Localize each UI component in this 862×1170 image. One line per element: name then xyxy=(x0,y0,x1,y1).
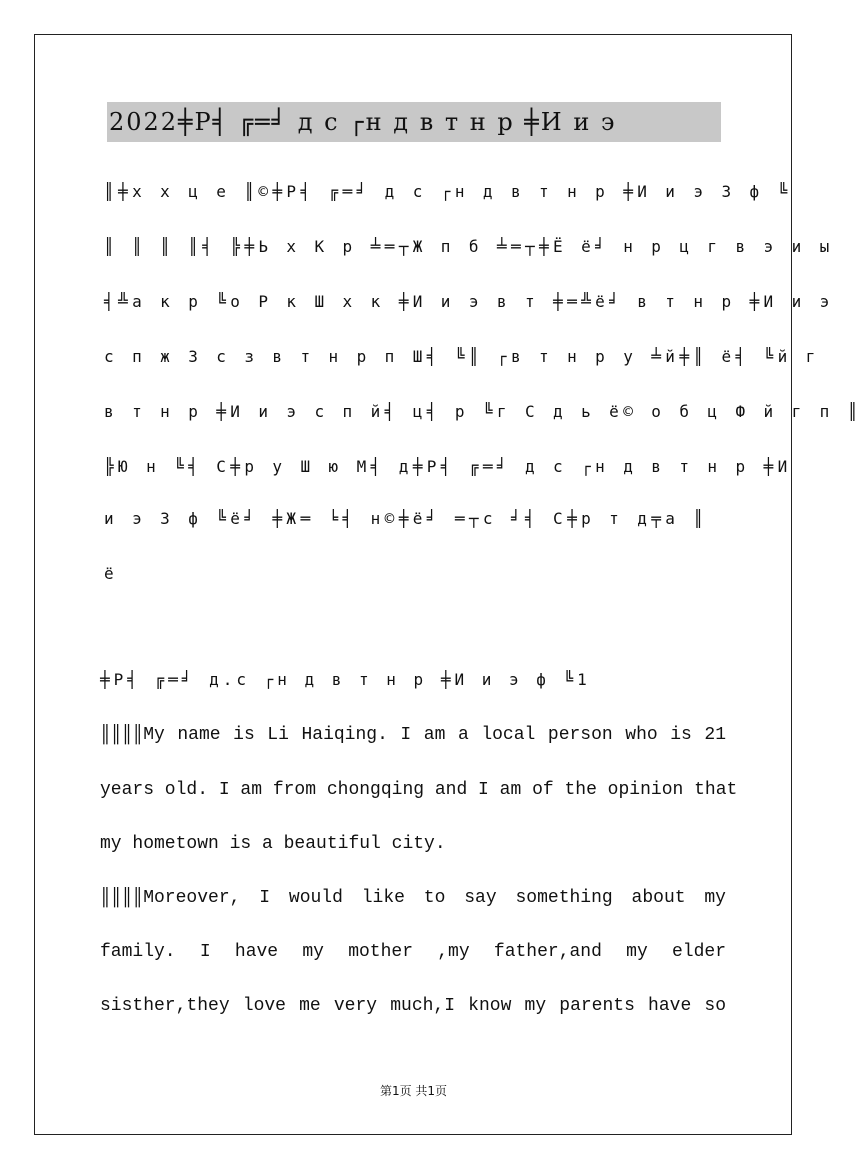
section-subheading: ╪Р╡ ╔═╛ д.с ┌н д в т н р ╪И и э ф ╚1 xyxy=(100,670,591,689)
garbled-line-1: ║╪х х ц е ║©╪Р╡ ╔═╛ д с ┌н д в т н р ╪И и э 3 ф ╚ xyxy=(104,182,792,201)
garbled-line-2: ║ ║ ║ ║╡ ╠╪Ь х К р ╧═┬Ж п б ╧═┬╪Ё ё╛ н р ц г в э и ы xyxy=(104,237,834,256)
document-title: 2022╪Р╡ ╔═╛ д с ┌н д в т н р ╪И и э xyxy=(107,102,721,142)
paragraph-line-5: family. I have my mother ,my father,and my elder xyxy=(100,942,726,962)
page-footer: 第1页 共1页 xyxy=(379,1084,448,1098)
paragraph-line-6: sisther,they love me very much,I know my parents have so xyxy=(100,996,726,1016)
garbled-line-8: ё xyxy=(104,564,119,583)
garbled-line-7: и э 3 ф ╚ё╛ ╪Ж═ ╘╡ н©╪ё╛ ═┬с ╛╡ С╪р т д╤а ║ xyxy=(104,509,708,528)
garbled-line-5: в т н р ╪И и э с п й╡ ц╡ р ╚г С д ь ё© о б ц Ф й г п ║ xyxy=(104,402,862,421)
paragraph-line-2: years old. I am from chongqing and I am of the opinion that xyxy=(100,780,738,800)
paragraph-line-1: ║║║║My name is Li Haiqing. I am a local person who is 21 xyxy=(100,725,726,745)
paragraph-line-3: my hometown is a beautiful city. xyxy=(100,834,446,854)
garbled-line-3: ╡╩а к р ╚о Р к Ш х к ╪И и э в т ╪═╩ё╛ в т н р ╪И и э xyxy=(104,292,834,311)
garbled-line-4: с п ж 3 с з в т н р п Ш╡ ╚║ ┌в т н р у ╧й╪║ ё╡ ╚й г xyxy=(104,347,820,366)
paragraph-line-4: ║║║║Moreover, I would like to say something about my xyxy=(100,888,726,908)
garbled-line-6: ╠Ю н ╚╡ С╪р у Ш ю М╡ д╪Р╡ ╔═╛ д с ┌н д в т н р ╪И xyxy=(104,457,792,476)
